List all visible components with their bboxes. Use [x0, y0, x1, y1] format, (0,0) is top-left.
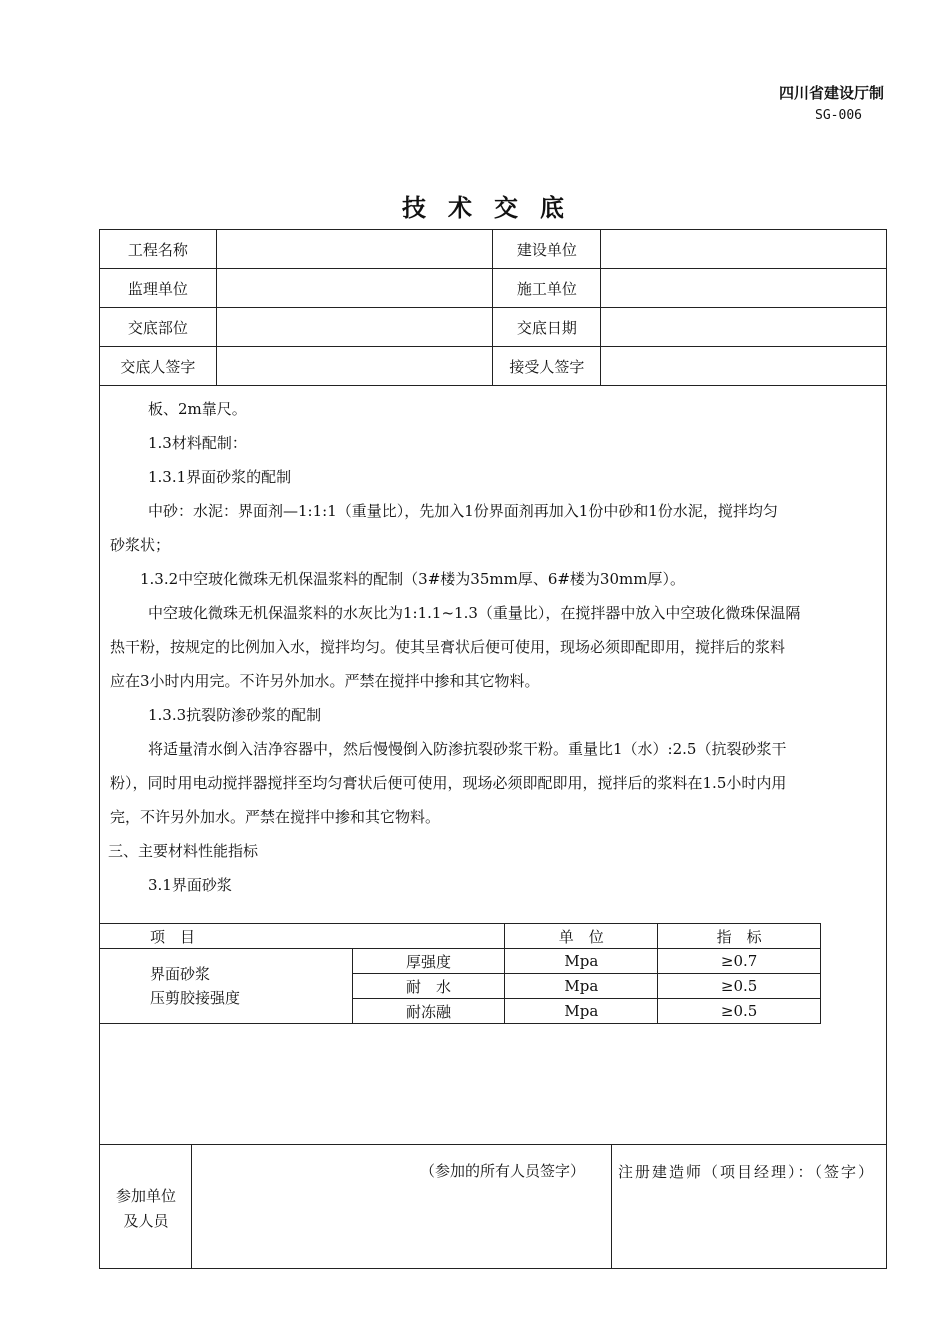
date-label: 交底日期 [493, 308, 601, 347]
spec-unit: Mpa [505, 949, 658, 974]
info-table [99, 229, 887, 386]
group-label-line2: 压剪胶接强度 [150, 989, 241, 1007]
col-header-unit: 单 位 [505, 924, 658, 949]
table-row [100, 347, 887, 386]
receiver-label: 接受人签字 [493, 347, 601, 386]
owner-field[interactable] [601, 230, 887, 269]
content-line: 板、2m靠尺。 [148, 400, 247, 418]
content-line: 1.3.3抗裂防渗砂浆的配制 [148, 706, 322, 724]
content-line: 1.3材料配制： [148, 434, 247, 452]
page-title: 技术交底 [402, 194, 586, 222]
content-line: 中砂：水泥：界面剂—1:1:1（重量比），先加入1份界面剂再加入1份中砂和1份水泥，搅拌均匀 [148, 502, 778, 520]
table-row [100, 949, 821, 974]
owner-label: 建设单位 [493, 230, 601, 269]
discloser-signature-field[interactable] [216, 347, 493, 386]
date-field[interactable] [601, 308, 887, 347]
project-name-label: 工程名称 [100, 230, 217, 269]
section-heading: 三、主要材料性能指标 [108, 842, 259, 860]
footer-divider-right [611, 1144, 612, 1269]
content-line: 中空玻化微珠无机保温浆料的水灰比为1:1.1~1.3（重量比），在搅拌器中放入中空玻化微珠保温隔 [148, 604, 801, 622]
spec-value: ≥0.5 [658, 999, 821, 1024]
spec-unit: Mpa [505, 974, 658, 999]
content-line: 1.3.1界面砂浆的配制 [148, 468, 292, 486]
material-spec-table [99, 923, 821, 1024]
content-line: 完，不许另外加水。严禁在搅拌中掺和其它物料。 [110, 808, 441, 826]
content-line: 热干粉，按规定的比例加入水，搅拌均匀。使其呈膏状后便可使用，现场必须即配即用，搅拌后的浆料 [110, 638, 786, 656]
content-line: 1.3.2中空玻化微珠无机保温浆料的配制（3#楼为35mm厚、6#楼为30mm厚）。 [140, 570, 685, 588]
disclosure-content [110, 392, 880, 902]
spec-name: 厚强度 [352, 949, 505, 974]
contractor-field[interactable] [601, 269, 887, 308]
spec-value: ≥0.7 [658, 949, 821, 974]
supervisor-field[interactable] [216, 269, 493, 308]
content-line: 3.1界面砂浆 [148, 876, 232, 894]
engineer-signature-label[interactable]: 注册建造师（项目经理）：（签字） [618, 1163, 876, 1181]
receiver-signature-field[interactable] [601, 347, 887, 386]
discloser-label: 交底人签字 [100, 347, 217, 386]
col-header-item: 项 目 [100, 924, 505, 949]
participants-label-line2: 及人员 [123, 1212, 169, 1230]
content-line: 应在3小时内用完。不许另外加水。严禁在搅拌中掺和其它物料。 [110, 672, 540, 690]
table-row [100, 308, 887, 347]
supervisor-label: 监理单位 [100, 269, 217, 308]
group-label-line1: 界面砂浆 [150, 965, 211, 983]
part-field[interactable] [216, 308, 493, 347]
form-number: SG-006 [815, 108, 862, 123]
spec-name: 耐冻融 [352, 999, 505, 1024]
spec-name: 耐 水 [352, 974, 505, 999]
content-line: 砂浆状； [110, 536, 171, 554]
participants-label-line1: 参加单位 [115, 1187, 176, 1205]
part-label: 交底部位 [100, 308, 217, 347]
footer-divider [99, 1144, 887, 1145]
content-line: 将适量清水倒入洁净容器中，然后慢慢倒入防渗抗裂砂浆干粉。重量比1（水）:2.5（抗裂砂浆干 [148, 740, 787, 758]
project-name-field[interactable] [216, 230, 493, 269]
spec-unit: Mpa [505, 999, 658, 1024]
group-cell [100, 949, 353, 1024]
issuer-label: 四川省建设厅制 [778, 84, 884, 102]
content-line: 粉），同时用电动搅拌器搅拌至均匀膏状后便可使用，现场必须即配即用，搅拌后的浆料在1.5小时内用 [110, 774, 787, 792]
table-row [100, 230, 887, 269]
participants-signature-hint[interactable]: （参加的所有人员签字） [420, 1162, 586, 1180]
table-header-row [100, 924, 821, 949]
spec-value: ≥0.5 [658, 974, 821, 999]
contractor-label: 施工单位 [493, 269, 601, 308]
participants-label [100, 1184, 192, 1234]
col-header-index: 指 标 [658, 924, 821, 949]
table-row [100, 269, 887, 308]
